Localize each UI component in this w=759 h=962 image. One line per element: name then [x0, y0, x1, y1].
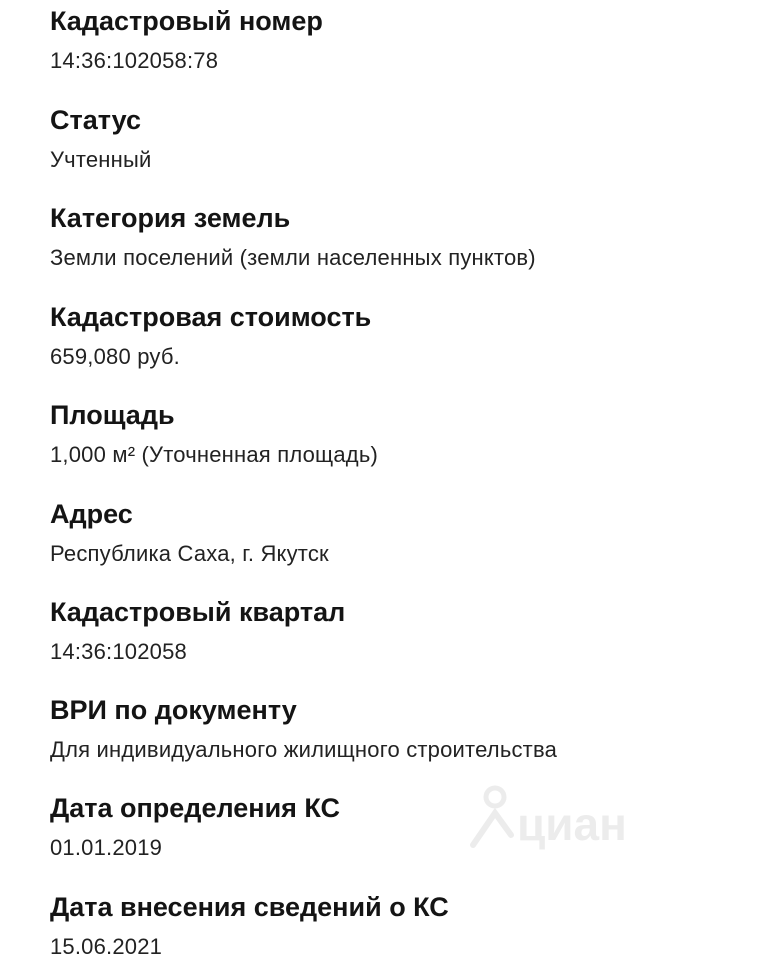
watermark-text: циан — [517, 798, 627, 850]
field-label: Дата определения КС — [50, 793, 341, 823]
field-permitted-use — [50, 693, 740, 765]
field-label: Категория земель — [50, 203, 291, 233]
field-valuation-date — [50, 791, 740, 863]
field-label: Дата внесения сведений о КС — [50, 892, 449, 922]
field-value: Учтенный — [50, 147, 152, 172]
field-label: Статус — [50, 105, 141, 135]
field-label: Адрес — [50, 499, 133, 529]
field-cadastral-quarter — [50, 595, 740, 667]
field-label: Площадь — [50, 400, 175, 430]
field-cadastral-number — [50, 4, 740, 76]
field-land-category — [50, 201, 740, 273]
field-value: Земли поселений (земли населенных пунктов) — [50, 245, 536, 270]
field-value: Республика Саха, г. Якутск — [50, 541, 329, 566]
field-value: 1,000 м² (Уточненная площадь) — [50, 442, 379, 467]
field-area — [50, 398, 740, 470]
field-value: 15.06.2021 — [50, 934, 163, 959]
field-value: 659,080 руб. — [50, 344, 180, 369]
field-value: 14:36:102058:78 — [50, 48, 219, 73]
field-value: 01.01.2019 — [50, 835, 163, 860]
field-value: Для индивидуального жилищного строительства — [50, 737, 558, 762]
field-address — [50, 497, 740, 569]
field-label: Кадастровый квартал — [50, 597, 346, 627]
field-label: Кадастровая стоимость — [50, 302, 372, 332]
field-label: Кадастровый номер — [50, 6, 323, 36]
field-cadastral-value — [50, 300, 740, 372]
field-value: 14:36:102058 — [50, 639, 187, 664]
field-entry-date — [50, 890, 740, 962]
field-label: ВРИ по документу — [50, 695, 297, 725]
field-status — [50, 103, 740, 175]
